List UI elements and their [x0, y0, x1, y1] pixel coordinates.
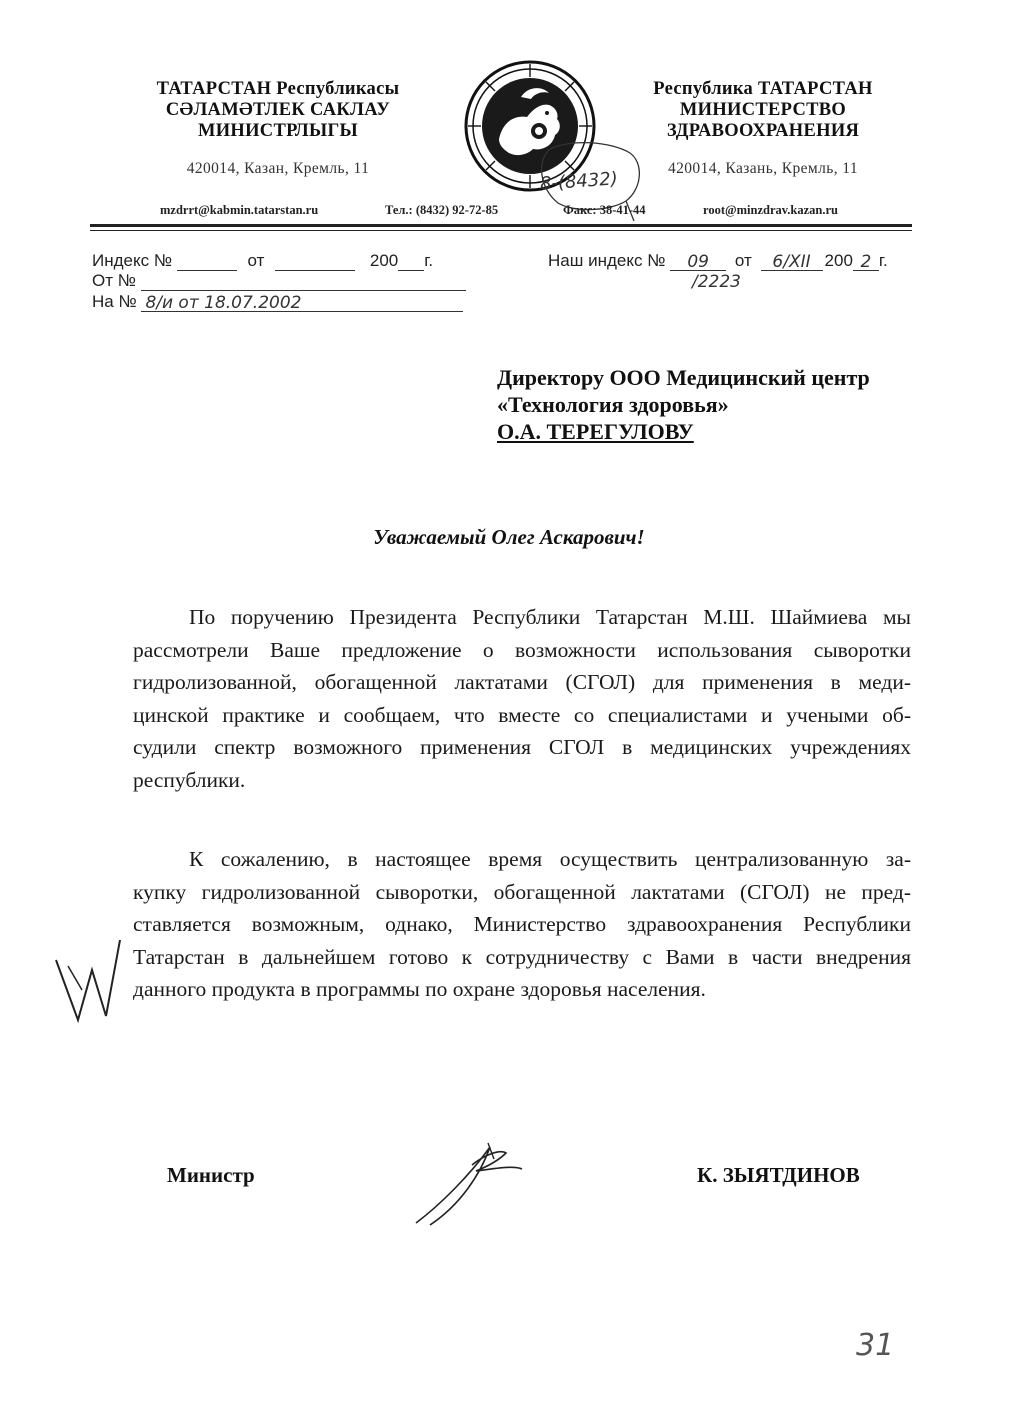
body-line: судили спектр возможного применения СГОЛ в медицинских учреждениях [133, 735, 911, 759]
index-date-blank [275, 252, 355, 271]
left-org-block [118, 79, 438, 142]
body-line: гидролизованной, обогащенной лактатами (СГОЛ) для применения в меди- [133, 670, 911, 694]
left-org-line3: МИНИСТРЛЫГЫ [197, 121, 359, 141]
right-address: 420014, Казань, Кремль, 11 [667, 160, 859, 177]
index-blank [177, 252, 237, 271]
header-rule-thin [90, 230, 912, 231]
right-org-line3: ЗДРАВООХРАНЕНИЯ [666, 121, 860, 141]
page-number: 31 [856, 1328, 895, 1363]
our-year-prefix: 200 [824, 251, 853, 270]
body-line: К сожалению, в настоящее время осуществить централизованную за- [189, 847, 911, 871]
left-org-line1: ТАТАРСТАН Республикасы [156, 79, 400, 99]
index-ot-label: от [247, 251, 265, 270]
contact-email-left: mzdrrt@kabmin.tatarstan.ru [160, 203, 319, 217]
to-handwritten: 8/и от 18.07.2002 [141, 293, 463, 312]
contact-email-right: root@minzdrav.kazan.ru [703, 203, 839, 217]
contact-fax: Факс: 38-41-44 [563, 203, 646, 217]
to-field-row [92, 292, 463, 312]
our-index-row [548, 251, 888, 271]
our-date-label: от [734, 251, 752, 270]
our-year-digit: 2 [853, 252, 879, 271]
body-line: республики. [133, 767, 246, 792]
our-date-value: 6/XII [761, 252, 823, 271]
from-blank [141, 272, 466, 291]
body-paragraph-2 [133, 843, 911, 1006]
right-org-block [608, 79, 918, 142]
from-label: От № [92, 271, 136, 290]
our-index-value: 09 [670, 252, 726, 271]
right-org-line2: МИНИСТЕРСТВО [679, 100, 847, 120]
from-field-row [92, 271, 466, 291]
index-label: Индекс № [92, 251, 173, 270]
salutation: Уважаемый Олег Аскарович! [373, 525, 645, 549]
our-index-label: Наш индекс № [548, 251, 666, 270]
body-line: По поручению Президента Республики Татарстан М.Ш. Шаймиева мы [189, 605, 911, 629]
body-line: купку гидролизованной сыворотки, обогащенной лактатами (СГОЛ) не пред- [133, 879, 911, 904]
body-line: данного продукта в программы по охране здоровья населения. [133, 977, 706, 1001]
left-address: 420014, Казан, Кремль, 11 [186, 160, 370, 177]
signature-scribble [410, 1135, 540, 1230]
stamp-handwriting: 8-(8432) [539, 168, 619, 195]
our-year-suffix: г. [878, 251, 888, 270]
contact-phone: Тел.: (8432) 92-72-85 [385, 203, 499, 217]
right-org-line1: Республика ТАТАРСТАН [653, 79, 873, 99]
left-org-line2: СӘЛАМӘТЛЕК САКЛАУ [165, 100, 391, 120]
body-line: цинской практике и сообщаем, что вместе со специалистами и учеными об- [133, 702, 911, 727]
body-line: ставляется возможным, однако, Министерство здравоохранения Республики [133, 912, 911, 936]
index-year-suffix: г. [424, 251, 434, 270]
body-line: рассмотрели Ваше предложение о возможности использования сыворотки [133, 637, 911, 662]
margin-check-mark [48, 930, 128, 1030]
body-line: Татарстан в дальнейшем готово к сотрудничеству с Вами в части внедрения [133, 944, 911, 969]
signature-name: К. ЗЫЯТДИНОВ [697, 1163, 860, 1187]
index-year-prefix: 200 [369, 251, 399, 270]
signature-title: Министр [167, 1163, 255, 1187]
addressee-line2: «Технология здоровья» [497, 392, 729, 417]
addressee-line1: Директору ООО Медицинский центр [497, 365, 870, 390]
our-index-sub: /2223 [692, 272, 741, 292]
body-paragraph-1 [133, 601, 911, 796]
header-rule-thick [90, 224, 912, 227]
addressee-name: О.А. ТЕРЕГУЛОВУ [497, 419, 694, 444]
index-field-row [92, 251, 433, 271]
index-year-blank [398, 252, 424, 271]
to-label: На № [92, 292, 137, 311]
addressee-block [497, 364, 870, 445]
